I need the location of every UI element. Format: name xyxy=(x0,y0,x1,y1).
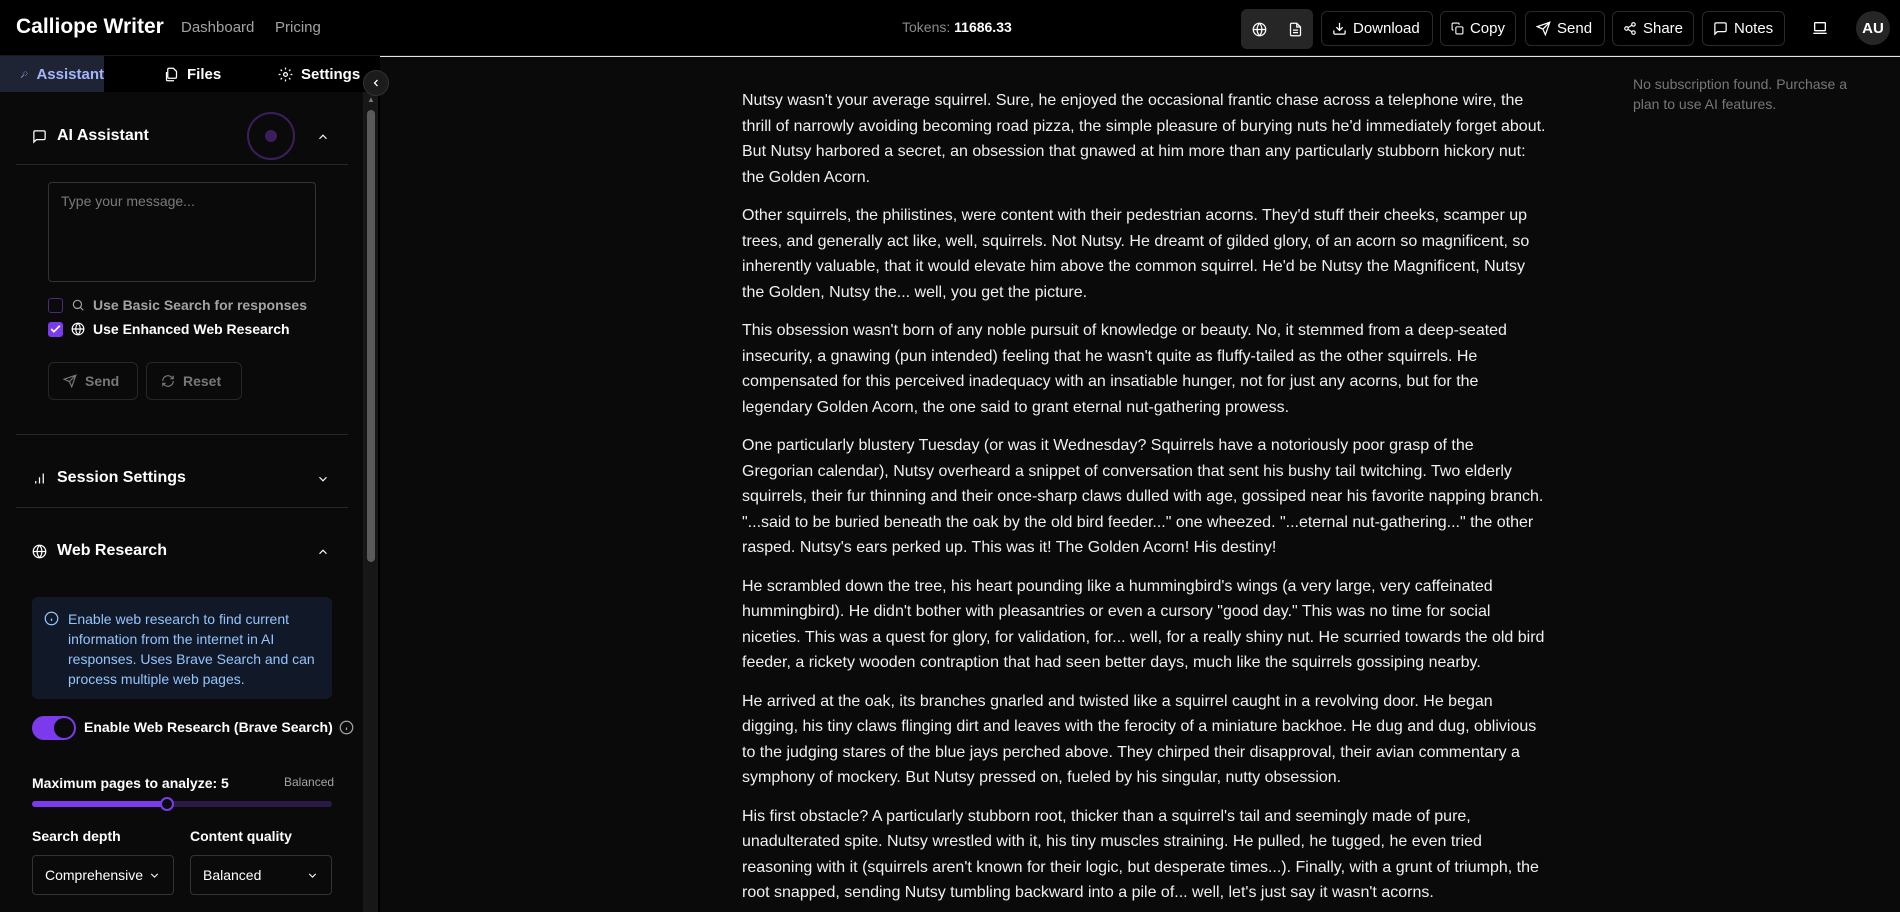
document-view-button[interactable] xyxy=(1277,9,1313,49)
chevron-up-icon[interactable] xyxy=(316,130,330,144)
tokens-value: 11686.33 xyxy=(954,19,1012,35)
share-button[interactable] xyxy=(1612,11,1694,46)
nav-pricing-link[interactable]: Pricing xyxy=(275,19,321,36)
collapse-sidebar-button[interactable] xyxy=(363,70,389,96)
send-icon xyxy=(63,374,77,388)
refresh-icon xyxy=(161,374,175,388)
tab-assistant[interactable] xyxy=(0,56,104,92)
send-button[interactable] xyxy=(1525,11,1605,46)
content-quality-label: Content quality xyxy=(190,828,292,844)
paragraph[interactable]: Other squirrels, the philistines, were content with their pedestrian acorns. They'd stuff their cheeks, scamper up trees, and generally act like, well, squirrels. Not Nutsy. He dreamt of gilded glory, of an acorn so magnificent, so inherently valuable, that it would elevate him above the common squirrel. He'd be Nutsy the Magnificent, Nutsy the Golden, Nutsy the... well, you get the picture. xyxy=(742,207,1530,301)
tab-settings-label: Settings xyxy=(301,65,361,83)
download-button[interactable] xyxy=(1321,11,1433,46)
web-research-toggle-row xyxy=(84,719,354,735)
content-quality-value: Balanced xyxy=(203,867,262,883)
divider xyxy=(16,164,348,165)
files-icon xyxy=(164,67,179,82)
copy-icon xyxy=(1451,21,1464,36)
web-research-title: Web Research xyxy=(57,542,167,559)
copy-label: Copy xyxy=(1469,20,1505,37)
laptop-toggle-button[interactable] xyxy=(1806,14,1834,42)
web-research-toggle[interactable] xyxy=(32,716,76,740)
paragraph[interactable]: Nutsy wasn't your average squirrel. Sure, he enjoyed the occasional frantic chase across a telephone wire, the thrill of narrowly avoiding becoming road pizza, the simple pleasure of burying nuts he'd immediately forget about. But Nutsy harbored a secret, an obsession that gnawed at him more than any particularly stubborn hickory nut: the Golden Acorn. xyxy=(742,92,1546,186)
check-icon xyxy=(49,322,62,336)
basic-search-checkbox[interactable] xyxy=(48,298,63,313)
tab-files-label: Files xyxy=(187,65,222,83)
web-research-toggle-label: Enable Web Research (Brave Search) xyxy=(84,719,333,735)
slider-thumb[interactable] xyxy=(160,797,174,811)
app-title[interactable]: Calliope Writer xyxy=(16,15,164,38)
share-label: Share xyxy=(1642,20,1683,37)
basic-search-label: Use Basic Search for responses xyxy=(93,297,307,313)
send-icon xyxy=(1536,21,1551,36)
nav-dashboard-link[interactable]: Dashboard xyxy=(181,19,255,36)
notes-button[interactable] xyxy=(1702,11,1785,46)
assistant-reset-button[interactable] xyxy=(146,362,242,400)
notes-label: Notes xyxy=(1734,20,1774,37)
slider-fill xyxy=(32,801,167,807)
gear-icon xyxy=(278,67,293,82)
scroll-up-arrow[interactable]: ▲ xyxy=(367,95,375,104)
spinner-dot xyxy=(265,130,277,142)
chevron-down-icon xyxy=(306,869,319,882)
tokens-label: Tokens: xyxy=(902,19,951,35)
globe-icon xyxy=(32,544,47,559)
editor-top-border xyxy=(380,56,1900,57)
globe-icon xyxy=(71,322,85,336)
info-icon xyxy=(44,611,59,626)
enhanced-research-checkbox[interactable] xyxy=(48,322,63,337)
chevron-up-icon[interactable] xyxy=(316,545,330,559)
paragraph[interactable]: He arrived at the oak, its branches gnarled and twisted like a squirrel caught in a revolving door. He began digging, his tiny claws flinging dirt and leaves with the ferocity of a miniature backhoe. He dug and dug, oblivious to the judging stares of the blue jays perched above. They chirped their disapproval, their avian commentary a symphony of mockery. But Nutsy pressed on, fueled by his singular, nutty obsession. xyxy=(742,692,1537,786)
wand-icon xyxy=(20,67,28,82)
sidebar-scrollbar[interactable] xyxy=(364,92,378,912)
notes-icon xyxy=(1713,21,1728,36)
enhanced-research-label: Use Enhanced Web Research xyxy=(93,321,290,337)
ai-assistant-title: AI Assistant xyxy=(57,127,149,144)
globe-view-button[interactable] xyxy=(1241,9,1277,49)
token-counter xyxy=(902,19,1012,35)
avatar[interactable]: AU xyxy=(1856,11,1890,45)
web-research-header[interactable] xyxy=(32,542,167,560)
tab-assistant-label: Assistant xyxy=(36,65,104,83)
loading-spinner xyxy=(247,112,295,160)
assistant-send-button[interactable] xyxy=(48,362,138,400)
laptop-icon xyxy=(1812,20,1828,36)
share-icon xyxy=(1623,21,1637,36)
search-depth-label: Search depth xyxy=(32,828,121,844)
download-label: Download xyxy=(1353,20,1420,37)
max-pages-tag: Balanced xyxy=(284,775,335,789)
web-research-info xyxy=(32,597,332,699)
view-toggle-group xyxy=(1241,9,1313,49)
ai-assistant-header[interactable] xyxy=(32,127,149,145)
message-input[interactable] xyxy=(48,182,316,282)
document-icon xyxy=(1288,22,1303,37)
globe-icon xyxy=(1252,22,1267,37)
web-research-info-text: Enable web research to find current information from the internet in AI responses. Uses Brave Search and can process multiple web pages. xyxy=(68,611,315,687)
tab-files[interactable] xyxy=(164,56,234,92)
copy-button[interactable] xyxy=(1440,11,1516,46)
bar-chart-icon xyxy=(32,471,47,486)
search-depth-select[interactable] xyxy=(32,855,174,895)
enhanced-research-option xyxy=(48,321,290,337)
search-icon xyxy=(71,298,85,312)
assistant-reset-label: Reset xyxy=(183,373,222,389)
max-pages-label: Maximum pages to analyze: 5 xyxy=(32,775,229,791)
tab-settings[interactable] xyxy=(278,56,364,92)
chat-icon xyxy=(32,129,47,144)
assistant-send-label: Send xyxy=(85,373,120,389)
divider xyxy=(16,434,348,435)
basic-search-option xyxy=(48,297,307,313)
scroll-thumb[interactable] xyxy=(367,110,375,562)
search-depth-value: Comprehensive xyxy=(45,867,144,883)
chevron-down-icon[interactable] xyxy=(316,472,330,486)
info-icon[interactable] xyxy=(339,720,354,735)
paragraph[interactable]: His first obstacle? A particularly stubborn root, thicker than a squirrel's tail and seemingly made of pure, unadulterated spite. Nutsy wrestled with it, his tiny muscles straining. He pulled, he tugged, he even tried reasoning with it (squirrels aren't known for their logic, but desperate times...). Finally, with a grunt of triumph, the root snapped, sending Nutsy tumbling backward into a pile of... well, let's just say it wasn't acorns. xyxy=(742,807,1539,901)
paragraph[interactable]: One particularly blustery Tuesday (or was it Wednesday? Squirrels have a notoriously poor grasp of the Gregorian calendar), Nutsy overheard a snippet of conversation that sent his bushy tail twitching. Two elderly squirrels, their fur thinning and their once-sharp claws dulled with age, gossiped near his favorite napping branch. "...said to be buried beneath the oak by the old bird feeder..." one wheezed. "...eternal nut-gathering..." the other rasped. Nutsy's ears perked up. This was it! The Golden Acorn! His destiny! xyxy=(742,437,1544,556)
send-label: Send xyxy=(1557,20,1593,37)
chevron-down-icon xyxy=(148,869,161,882)
session-settings-title: Session Settings xyxy=(57,469,186,486)
content-quality-select[interactable] xyxy=(190,855,332,895)
sidebar-tabs xyxy=(0,56,364,92)
session-settings-header[interactable] xyxy=(32,469,186,487)
paragraph[interactable]: This obsession wasn't born of any noble pursuit of knowledge or beauty. No, it stemmed from a deep-seated insecurity, a gnawing (pun intended) feeling that he wasn't quite as fluffy-tailed as the other squirrels. He compensated for this perceived inadequacy with an insatiable hunger, not for just any acorns, but for the legendary Golden Acorn, the one said to grant eternal nut-gathering prowess. xyxy=(742,322,1507,416)
chevron-left-icon xyxy=(370,77,382,89)
download-icon xyxy=(1332,21,1347,36)
top-bar xyxy=(0,0,1900,56)
toggle-knob xyxy=(54,718,74,738)
divider xyxy=(16,507,348,508)
subscription-notice: No subscription found. Purchase a plan to use AI features. xyxy=(1633,76,1848,112)
max-pages-slider[interactable] xyxy=(32,801,332,807)
document-editor[interactable] xyxy=(742,88,1547,912)
paragraph[interactable]: He scrambled down the tree, his heart pounding like a hummingbird's wings (a very large, very caffeinated hummingbird). He didn't bother with pleasantries or even a cursory "good day." This was no time for social niceties. This was a quest for glory, for validation, for... well, for a really shiny nut. He scurried towards the old bird feeder, a rickety wooden contraption that had seen better days, much like the squirrels gossiping nearby. xyxy=(742,577,1545,671)
